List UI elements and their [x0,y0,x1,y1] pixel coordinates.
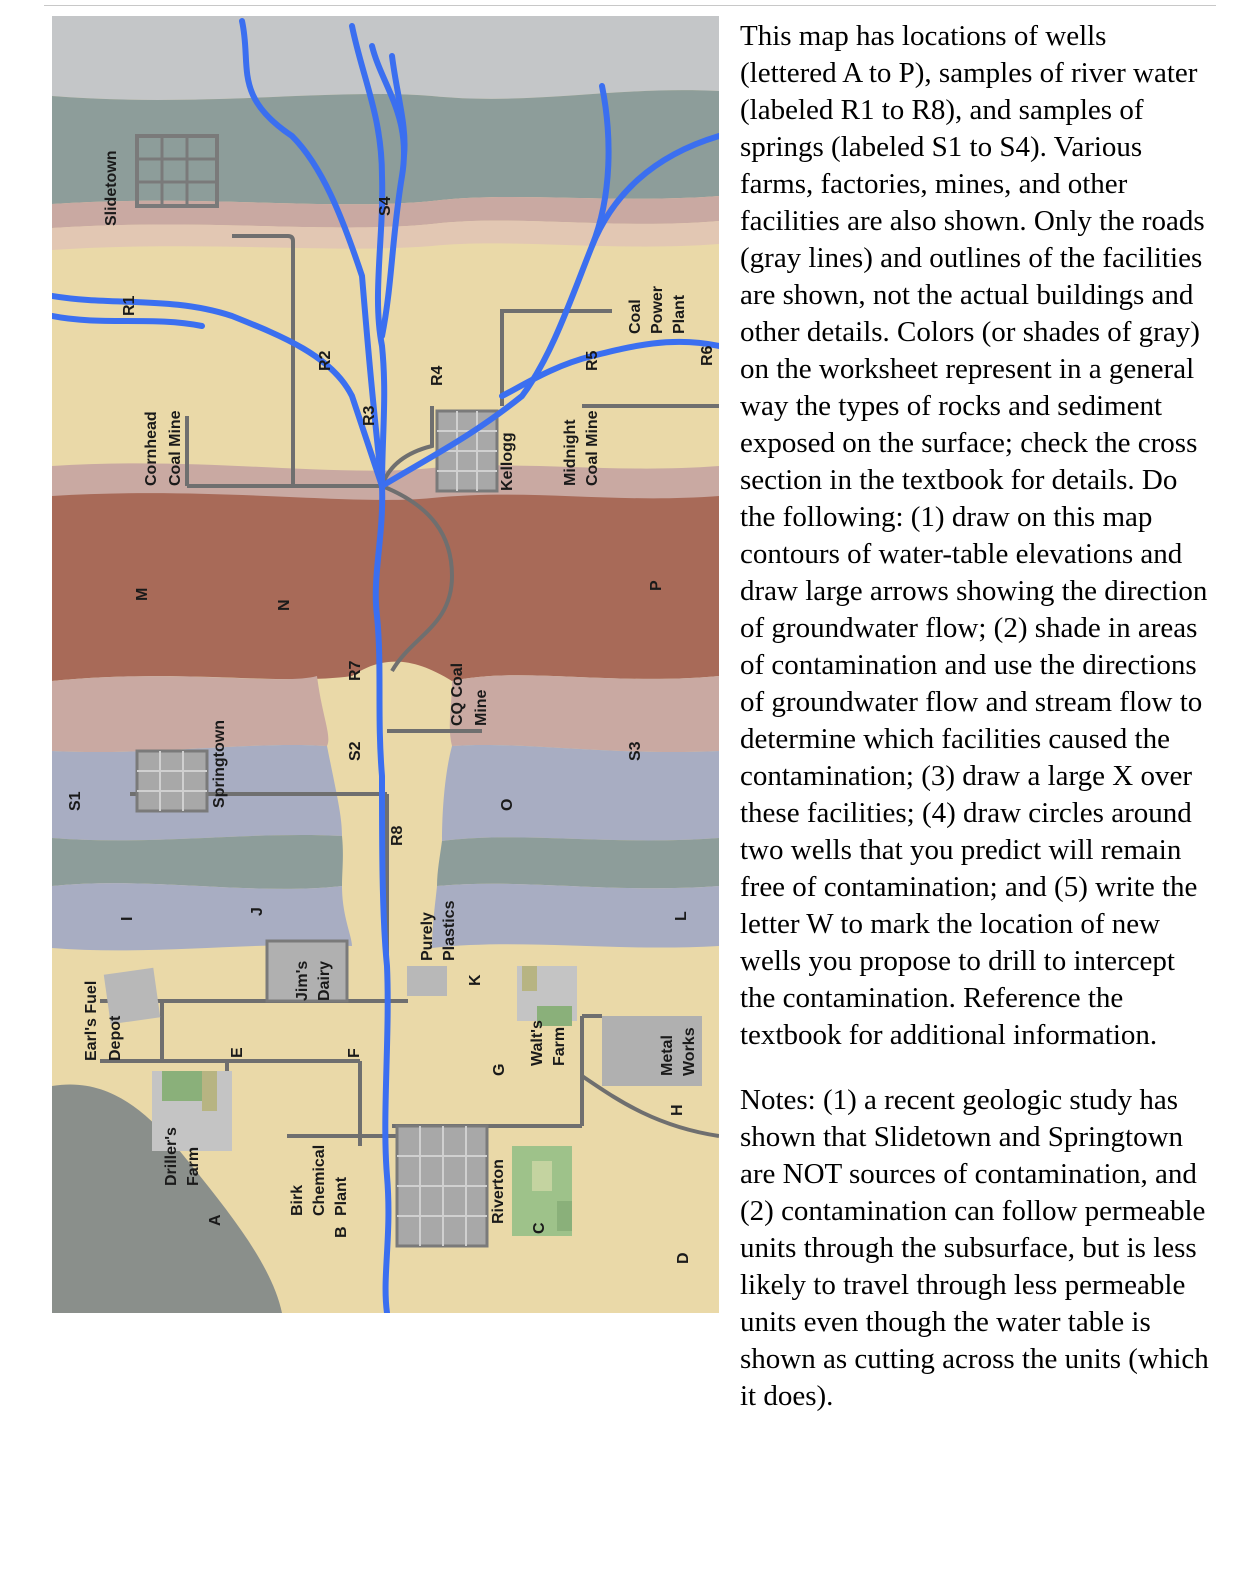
r4-label: R4 [429,365,446,386]
cq-label-1: CQ Coal [449,662,466,726]
r7-label: R7 [347,660,364,681]
drillers-label-2: Farm [185,1146,202,1186]
well-l-label: L [673,911,690,921]
cornhead-label-2: Coal Mine [167,410,184,486]
well-o-label: O [499,798,516,811]
walts-label-1: Walt's [529,1020,546,1066]
r8-label: R8 [389,825,406,846]
birk-label-2: Chemical [311,1144,328,1216]
walts-label-2: Farm [551,1026,568,1066]
drillers-label-1: Driller's [163,1127,180,1186]
r5-label: R5 [584,350,601,371]
earls-label-1: Earl's Fuel [83,980,100,1061]
slidetown-label: Slidetown [103,150,120,226]
well-k-label: K [467,974,484,986]
well-c-label: C [531,1222,548,1234]
well-h-label: H [669,1104,686,1116]
well-g-label: G [491,1063,508,1076]
midnight-label-1: Midnight [562,419,579,486]
birk-label-3: Plant [333,1176,350,1216]
cornhead-label-1: Cornhead [143,411,160,486]
kellogg-label: Kellogg [499,432,516,491]
birk-label-1: Birk [289,1184,306,1216]
well-j-label: J [249,907,266,916]
coal-label-2: Power [649,285,666,334]
r3-label: R3 [361,405,378,426]
instructions-panel [740,18,1210,1415]
cq-label-2: Mine [473,689,490,726]
top-divider [44,5,1216,6]
well-p-label: P [648,580,665,591]
earls-label-2: Depot [107,1015,124,1061]
jims-label-2: Dairy [316,960,333,1001]
r2-label: R2 [317,350,334,371]
coal-label-1: Coal [627,299,644,334]
riverton-label: Riverton [490,1159,507,1224]
metal-label-2: Works [681,1027,698,1076]
well-i-label: I [119,916,136,921]
jims-label-1: Jim's [294,960,311,1001]
geologic-map [52,16,719,1313]
coal-label-3: Plant [671,294,688,334]
s3-label: S3 [627,741,644,761]
well-n-label: N [276,599,293,611]
well-m-label: M [134,587,151,601]
springtown-label: Springtown [211,720,228,808]
s4-label: S4 [377,196,394,216]
well-f-label: F [346,1048,363,1058]
well-d-label: D [675,1252,692,1264]
r1-label: R1 [121,295,138,316]
well-b-label: B [333,1226,350,1238]
purely-label-1: Purely [419,912,436,961]
s1-label: S1 [67,791,84,811]
midnight-label-2: Coal Mine [584,410,601,486]
metal-label-1: Metal [659,1035,676,1076]
well-a-label: A [207,1214,224,1226]
s2-label: S2 [347,741,364,761]
r6-label: R6 [699,345,716,366]
purely-label-2: Plastics [441,900,458,961]
instructions-notes: Notes: (1) a recent geologic study has shown that Slidetown and Springtown are NOT sources of contamination, and (2) contamination can follow permeable units through the subsurface, but is less likely to travel through less permeable units even though the water table is shown as cutting across the units (which it does). [740,1084,1209,1412]
instructions-main: This map has locations of wells (lettered A to P), samples of river water (labeled R1 to R8), and samples of springs (labeled S1 to S4). Various farms, factories, mines, and other facilities are also shown. Only the roads (gray lines) and outlines of the facilities are shown, not the actual buildings and other details. Colors (or shades of gray) on the worksheet represent in a general way the types of rocks and sediment exposed on the surface; check the cross section in the textbook for details. Do the following: (1) draw on this map contours of water-table elevations and draw large arrows showing the direction of groundwater flow; (2) shade in areas of contamination and use the directions of groundwater flow and stream flow to determine which facilities caused the contamination; (3) draw a large X over these facilities; (4) draw circles around two wells that you predict will remain free of contamination; and (5) write the letter W to mark the location of new wells you propose to drill to intercept the contamination. Reference the textbook for additional information. [740,20,1208,1051]
well-e-label: E [229,1047,246,1058]
